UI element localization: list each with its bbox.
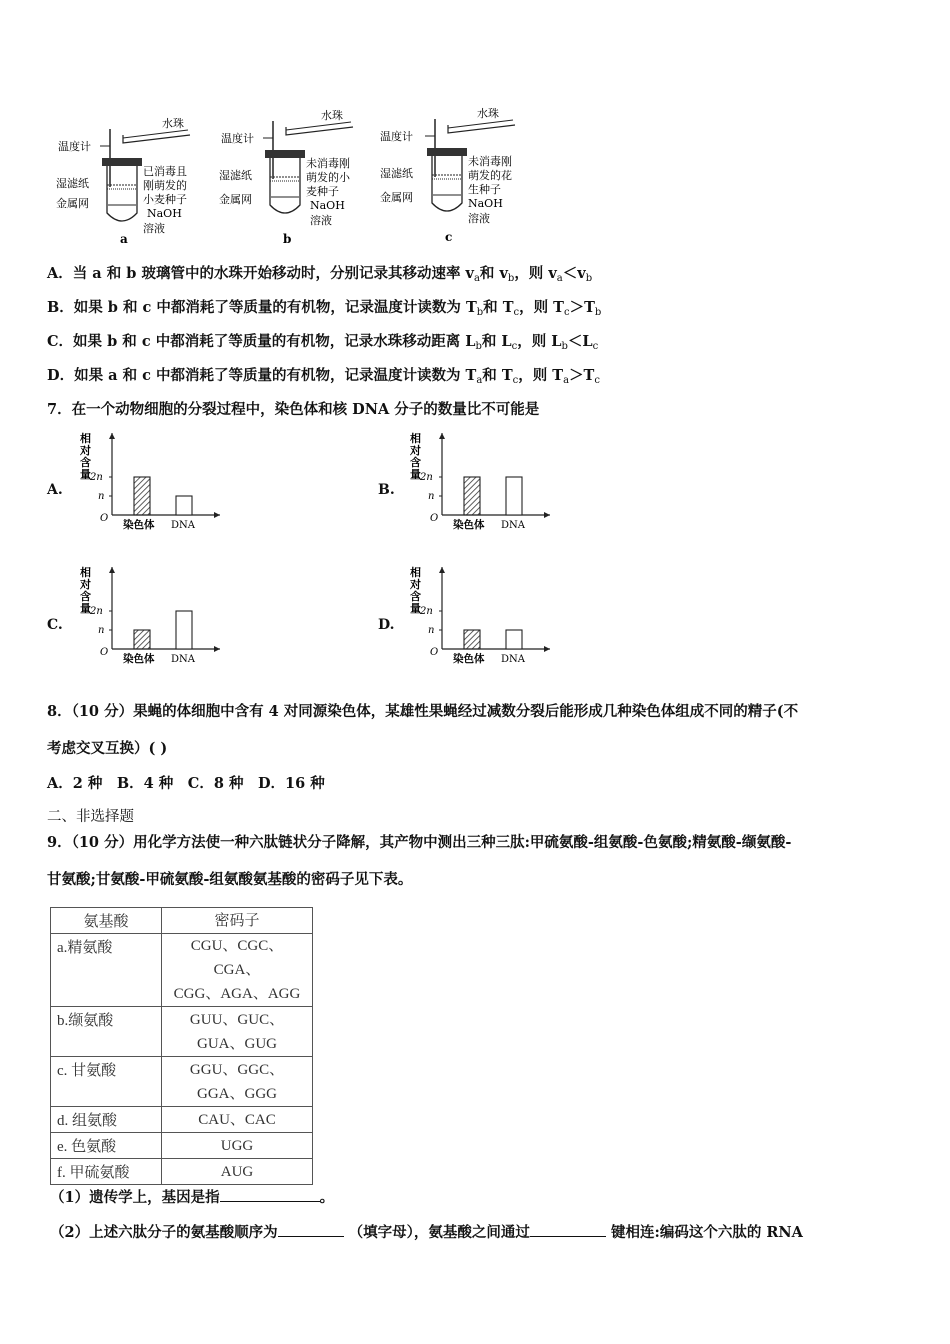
q7-chart-b <box>400 428 560 533</box>
table-cell: b.缬氨酸 <box>51 1007 162 1057</box>
svg-text:刚萌发的: 刚萌发的 <box>143 179 187 192</box>
apparatus-a-label: a <box>120 232 128 246</box>
naoh-label: NaOH <box>147 207 182 220</box>
svg-text:湿滤纸: 湿滤纸 <box>219 169 252 182</box>
bar-dna <box>506 477 522 515</box>
water-drop-label: 水珠 <box>162 117 184 130</box>
q7-chart-c <box>70 562 230 667</box>
svg-text:水珠: 水珠 <box>477 107 499 120</box>
table-cell: e. 色氨酸 <box>51 1133 162 1159</box>
bar-chromosome <box>464 630 480 649</box>
tick-label-n: n <box>98 625 105 636</box>
bar-dna <box>176 496 192 515</box>
y-axis-label: 量 <box>410 468 421 481</box>
tick-label-2n: 2n <box>420 606 433 617</box>
table-cell: d. 组氨酸 <box>51 1107 162 1133</box>
apparatus-b <box>219 108 353 246</box>
q6-option-c: C．如果 b 和 c 中都消耗了等质量的有机物，记录水珠移动距离 $L_b$和 $L_c$，则 $L_b<L_c$ <box>47 333 599 352</box>
bar-chromosome <box>134 477 150 515</box>
svg-text:NaOH: NaOH <box>310 199 345 212</box>
apparatus-c <box>380 106 515 244</box>
tick-label-n: n <box>428 491 435 502</box>
svg-text:金属网: 金属网 <box>380 191 413 204</box>
category-label-dna: DNA <box>171 520 195 531</box>
y-axis-label: 量 <box>80 602 91 615</box>
svg-text:未消毒刚: 未消毒刚 <box>468 155 512 168</box>
seed-label: 已消毒且 <box>143 165 187 178</box>
origin-label: O <box>430 647 439 658</box>
bar-chromosome <box>464 477 480 515</box>
svg-text:溶液: 溶液 <box>143 222 165 235</box>
table-row <box>51 1057 313 1107</box>
svg-text:温度计: 温度计 <box>380 130 413 143</box>
category-label-chromosome: 染色体 <box>453 653 485 665</box>
svg-text:溶液: 溶液 <box>468 212 490 225</box>
origin-label: O <box>100 647 109 658</box>
svg-text:水珠: 水珠 <box>321 109 343 122</box>
svg-text:未消毒刚: 未消毒刚 <box>306 157 350 170</box>
q7-chart-a <box>70 428 230 533</box>
svg-text:溶液: 溶液 <box>310 214 332 227</box>
q6-option-d: D．如果 a 和 c 中都消耗了等质量的有机物，记录温度计读数为 $T_a$和 $T_c$，则 $T_a>T_c$ <box>47 367 600 386</box>
category-label-chromosome: 染色体 <box>123 653 155 665</box>
tick-label-2n: 2n <box>420 472 433 483</box>
table-row <box>51 1007 313 1057</box>
y-axis-label: 对 <box>410 578 421 591</box>
y-axis-label: 相 <box>80 566 91 579</box>
q7-stem: 7．在一个动物细胞的分裂过程中，染色体和核 DNA 分子的数量比不可能是 <box>47 401 540 418</box>
svg-text:萌发的花: 萌发的花 <box>468 169 512 182</box>
svg-text:生种子: 生种子 <box>468 183 501 196</box>
q7-option-d-label: D. <box>378 617 395 633</box>
apparatus-figure <box>50 105 570 250</box>
table-cell: a.精氨酸 <box>51 934 162 1007</box>
thermometer-label: 温度计 <box>58 140 91 153</box>
table-row <box>51 934 313 1007</box>
table-cell: CGU、CGC、CGA、 CGG、AGA、AGG <box>162 934 313 1007</box>
x-axis-arrow <box>544 512 550 518</box>
y-axis-label: 相 <box>80 432 91 445</box>
wet-filter-paper-label: 湿滤纸 <box>56 177 89 190</box>
table-cell: c. 甘氨酸 <box>51 1057 162 1107</box>
q8-stem-line1: 8．（10 分）果蝇的体细胞中含有 4 对同源染色体，某雄性果蝇经过减数分裂后能形成几种染色体组成不同的精子(不 <box>47 703 799 720</box>
table-header-cell: 密码子 <box>162 908 313 934</box>
tick-label-n: n <box>98 491 105 502</box>
y-axis-arrow <box>109 433 115 439</box>
category-label-dna: DNA <box>501 520 525 531</box>
bar-dna <box>506 630 522 649</box>
table-cell: GGU、GGC、 GGA、GGG <box>162 1057 313 1107</box>
q7-option-a-label: A. <box>47 482 63 498</box>
q8-options: A．2 种 B．4 种 C．8 种 D．16 种 <box>47 775 325 792</box>
y-axis-label: 量 <box>410 602 421 615</box>
section-heading: 二、非选择题 <box>47 809 134 825</box>
q7-chart-d <box>400 562 560 667</box>
apparatus-a <box>56 116 190 246</box>
x-axis-arrow <box>544 646 550 652</box>
apparatus-b-label: b <box>283 232 292 246</box>
q9-sub1: （1）遗传学上，基因是指 。 <box>50 1189 335 1206</box>
svg-text:金属网: 金属网 <box>219 193 252 206</box>
bar-dna <box>176 611 192 649</box>
y-axis-arrow <box>439 567 445 573</box>
x-axis-arrow <box>214 512 220 518</box>
y-axis-label: 对 <box>80 578 91 591</box>
table-header-row <box>51 908 313 934</box>
y-axis-label: 含 <box>80 456 91 469</box>
y-axis-label: 含 <box>410 590 421 603</box>
table-row <box>51 1133 313 1159</box>
y-axis-label: 对 <box>410 444 421 457</box>
q7-option-b-label: B. <box>378 482 395 498</box>
table-row <box>51 1159 313 1185</box>
svg-text:麦种子: 麦种子 <box>306 185 339 198</box>
table-cell: GUU、GUC、 GUA、GUG <box>162 1007 313 1057</box>
y-axis-label: 含 <box>410 456 421 469</box>
y-axis-label: 对 <box>80 444 91 457</box>
answer-blank[interactable] <box>220 1187 320 1202</box>
svg-text:湿滤纸: 湿滤纸 <box>380 167 413 180</box>
q7-option-c-label: C. <box>47 617 63 633</box>
answer-blank[interactable] <box>530 1222 606 1237</box>
origin-label: O <box>430 513 439 524</box>
answer-blank[interactable] <box>278 1222 344 1237</box>
q9-stem-line1: 9．（10 分）用化学方法使一种六肽链状分子降解，其产物中测出三种三肽:甲硫氨酸-组氨酸-色氨酸;精氨酸-缬氨酸- <box>47 834 792 851</box>
y-axis-arrow <box>439 433 445 439</box>
codon-table <box>50 907 313 1185</box>
category-label-chromosome: 染色体 <box>123 519 155 531</box>
y-axis-label: 量 <box>80 468 91 481</box>
category-label-dna: DNA <box>171 654 195 665</box>
table-cell: UGG <box>162 1133 313 1159</box>
table-cell: CAU、CAC <box>162 1107 313 1133</box>
x-axis-arrow <box>214 646 220 652</box>
y-axis-label: 相 <box>410 566 421 579</box>
table-row <box>51 1107 313 1133</box>
metal-mesh-label: 金属网 <box>56 197 89 210</box>
svg-text:萌发的小: 萌发的小 <box>306 171 350 184</box>
origin-label: O <box>100 513 109 524</box>
svg-text:小麦种子: 小麦种子 <box>143 193 187 206</box>
tick-label-n: n <box>428 625 435 636</box>
table-cell: AUG <box>162 1159 313 1185</box>
q9-sub2: （2）上述六肽分子的氨基酸顺序为 （填字母），氨基酸之间通过 键相连:编码这个六肽的 RNA <box>50 1224 803 1241</box>
category-label-chromosome: 染色体 <box>453 519 485 531</box>
table-header-cell: 氨基酸 <box>51 908 162 934</box>
tick-label-2n: 2n <box>90 472 103 483</box>
q6-option-b: B．如果 b 和 c 中都消耗了等质量的有机物，记录温度计读数为 $T_b$和 $T_c$，则 $T_c>T_b$ <box>47 299 602 318</box>
tick-label-2n: 2n <box>90 606 103 617</box>
q6-option-a: A．当 a 和 b 玻璃管中的水珠开始移动时，分别记录其移动速率 $v_a$和 $v_b$，则 $v_a<v_b$ <box>47 265 593 284</box>
bar-chromosome <box>134 630 150 649</box>
apparatus-c-label: c <box>445 230 453 244</box>
q8-stem-line2: 考虑交叉互换）( ) <box>47 740 168 757</box>
y-axis-arrow <box>109 567 115 573</box>
svg-text:温度计: 温度计 <box>221 132 254 145</box>
y-axis-label: 含 <box>80 590 91 603</box>
category-label-dna: DNA <box>501 654 525 665</box>
svg-text:NaOH: NaOH <box>468 197 503 210</box>
q9-stem-line2: 甘氨酸;甘氨酸-甲硫氨酸-组氨酸氨基酸的密码子见下表。 <box>47 871 413 888</box>
table-cell: f. 甲硫氨酸 <box>51 1159 162 1185</box>
y-axis-label: 相 <box>410 432 421 445</box>
